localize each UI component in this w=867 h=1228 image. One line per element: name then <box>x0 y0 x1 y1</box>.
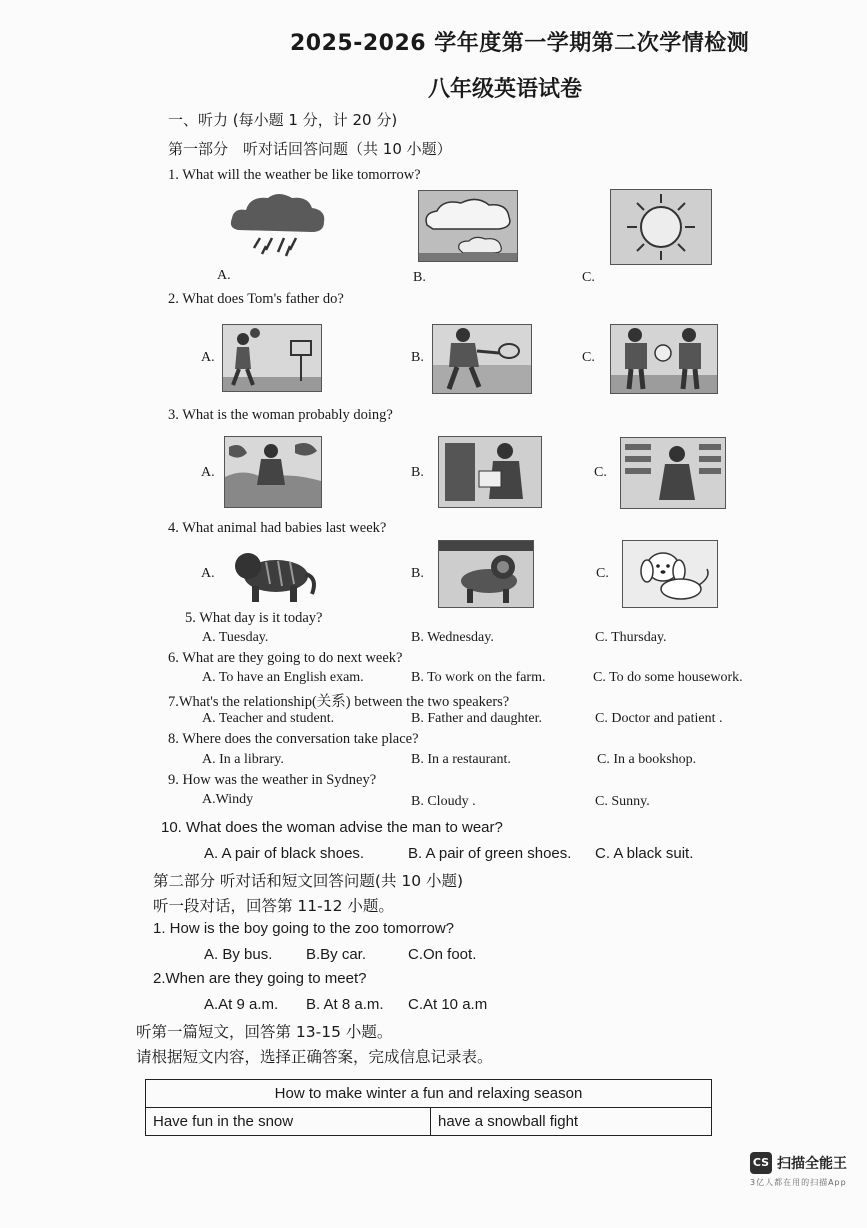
part2-question-1: 1. How is the boy going to the zoo tomorrow? <box>153 920 454 937</box>
q8-option-b: B. In a restaurant. <box>411 752 511 767</box>
q9-option-c: C. Sunny. <box>595 794 650 809</box>
q2-option-a-label: A. <box>201 350 215 365</box>
lion-icon <box>438 540 534 608</box>
question-9: 9. How was the weather in Sydney? <box>168 772 377 788</box>
q1-option-a-label: A. <box>217 268 231 283</box>
q5-option-b: B. Wednesday. <box>411 630 494 645</box>
q9-option-b: B. Cloudy . <box>411 794 476 809</box>
question-10: 10. What does the woman advise the man to wear? <box>161 819 503 836</box>
table-row <box>146 1108 712 1136</box>
q4-option-a-label: A. <box>201 566 215 581</box>
rain-cloud-icon <box>226 188 331 260</box>
sun-icon <box>610 189 712 265</box>
q10-option-c: C. A black suit. <box>595 845 694 862</box>
q7-option-a: A. Teacher and student. <box>202 711 335 726</box>
p2q1-option-b: B.By car. <box>306 946 367 963</box>
exam-title: 2025-2026 学年度第一学期第二次学情检测 <box>290 31 750 56</box>
p2q1-option-c: C.On foot. <box>408 946 477 963</box>
passage-instruction: 请根据短文内容，选择正确答案，完成信息记录表。 <box>136 1048 493 1066</box>
gardening-icon <box>224 436 322 508</box>
q9-option-a: A.Windy <box>202 792 254 807</box>
q4-option-c-label: C. <box>596 566 609 581</box>
question-8: 8. Where does the conversation take place? <box>168 731 419 747</box>
q7-option-c: C. Doctor and patient . <box>595 711 723 726</box>
q6-option-a: A. To have an English exam. <box>202 670 364 685</box>
q8-option-c: C. In a bookshop. <box>597 752 697 767</box>
p2q2-option-c: C.At 10 a.m <box>408 996 488 1013</box>
dialogue-intro: 听一段对话，回答第 11-12 小题。 <box>153 897 394 915</box>
cloudy-icon <box>418 190 518 262</box>
shopping-icon <box>620 437 726 509</box>
listening-heading: 一、听力 (每小题 1 分，计 20 分) <box>168 111 398 129</box>
table-title-row <box>146 1080 712 1108</box>
reading-icon <box>438 436 542 508</box>
q3-option-a-label: A. <box>201 465 215 480</box>
table-title: How to make winter a fun and relaxing season <box>146 1080 712 1108</box>
p2q2-option-b: B. At 8 a.m. <box>306 996 384 1013</box>
p2q1-option-a: A. By bus. <box>204 946 273 963</box>
camscanner-logo-icon: CS <box>750 1152 772 1174</box>
exam-subtitle: 八年级英语试卷 <box>428 77 583 102</box>
badminton-player-icon <box>432 324 532 394</box>
question-5: 5. What day is it today? <box>185 610 323 626</box>
q7-option-b: B. Father and daughter. <box>411 711 543 726</box>
q3-option-c-label: C. <box>594 465 607 480</box>
q6-option-b: B. To work on the farm. <box>411 670 546 685</box>
q8-option-a: A. In a library. <box>202 752 284 767</box>
question-7: 7.What's the relationship(关系) between the two speakers? <box>168 694 510 710</box>
info-record-table <box>145 1079 712 1136</box>
dog-icon <box>622 540 718 608</box>
table-cell: have a snowball fight <box>431 1108 712 1136</box>
q2-option-b-label: B. <box>411 350 424 365</box>
q10-option-b: B. A pair of green shoes. <box>408 845 572 862</box>
q5-option-a: A. Tuesday. <box>202 630 269 645</box>
q2-option-c-label: C. <box>582 350 595 365</box>
part2-heading: 第二部分 听对话和短文回答问题(共 10 小题) <box>153 872 464 890</box>
q1-option-b-label: B. <box>413 270 426 285</box>
table-cell: Have fun in the snow <box>146 1108 431 1136</box>
q6-option-c: C. To do some housework. <box>593 670 743 685</box>
question-2: 2. What does Tom's father do? <box>168 291 344 307</box>
camscanner-name: 扫描全能王 <box>777 1156 847 1172</box>
q3-option-b-label: B. <box>411 465 424 480</box>
question-3: 3. What is the woman probably doing? <box>168 407 393 423</box>
question-4: 4. What animal had babies last week? <box>168 520 387 536</box>
q1-option-c-label: C. <box>582 270 595 285</box>
q4-option-b-label: B. <box>411 566 424 581</box>
part1-heading: 第一部分 听对话回答问题（共 10 小题） <box>168 140 452 158</box>
p2q2-option-a: A.At 9 a.m. <box>204 996 279 1013</box>
tiger-icon <box>226 544 318 606</box>
question-1: 1. What will the weather be like tomorrow? <box>168 167 421 183</box>
football-players-icon <box>610 324 718 394</box>
basketball-player-icon <box>222 324 322 392</box>
passage-intro: 听第一篇短文，回答第 13-15 小题。 <box>136 1023 393 1041</box>
q5-option-c: C. Thursday. <box>595 630 667 645</box>
q10-option-a: A. A pair of black shoes. <box>204 845 365 862</box>
question-6: 6. What are they going to do next week? <box>168 650 403 666</box>
camscanner-tagline: 3亿人都在用的扫描App <box>750 1178 847 1187</box>
part2-question-2: 2.When are they going to meet? <box>153 970 367 987</box>
